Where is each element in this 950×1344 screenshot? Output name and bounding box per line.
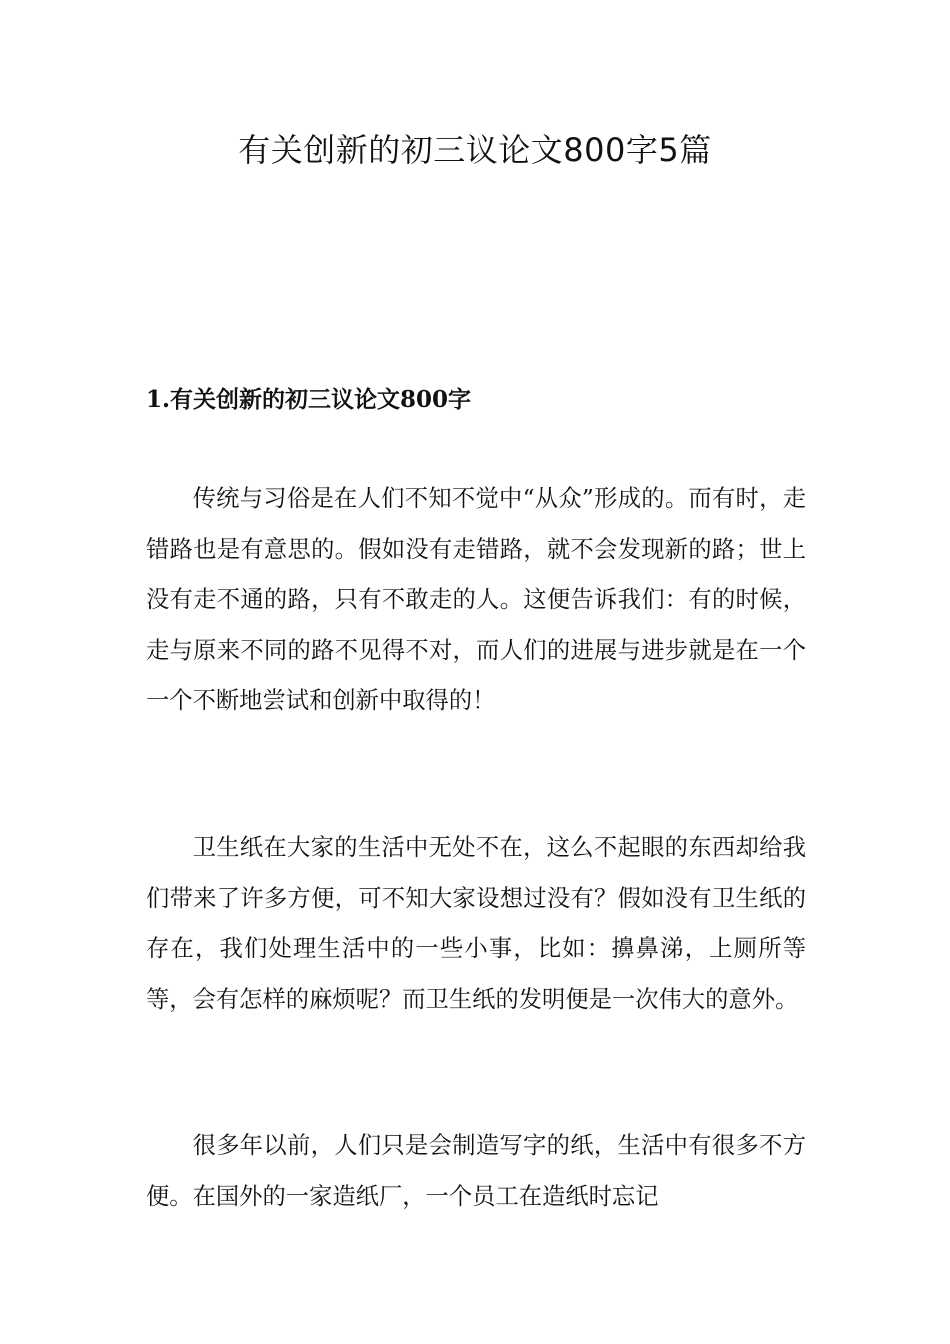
paragraph-2: 卫生纸在大家的生活中无处不在，这么不起眼的东西却给我们带来了许多方便，可不知大家设想过没有？假如没有卫生纸的存在，我们处理生活中的一些小事，比如：擤鼻涕，上厕所等等，会有怎样的麻烦呢？而卫生纸的发明便是一次伟大的意外。 xyxy=(146,834,806,1013)
paragraph-3: 很多年以前，人们只是会制造写字的纸，生活中有很多不方便。在国外的一家造纸厂，一个员工在造纸时忘记 xyxy=(146,1132,806,1210)
document-title: 有关创新的初三议论文800字5篇 xyxy=(238,131,712,169)
section-heading: 1.有关创新的初三议论文800字 xyxy=(146,386,472,413)
paragraph-1: 传统与习俗是在人们不知不觉中“从众”形成的。而有时，走错路也是有意思的。假如没有走错路，就不会发现新的路；世上没有走不通的路，只有不敢走的人。这便告诉我们：有的时候，走与原来不同的路不见得不对，而人们的进展与进步就是在一个一个不断地尝试和创新中取得的！ xyxy=(146,485,806,714)
